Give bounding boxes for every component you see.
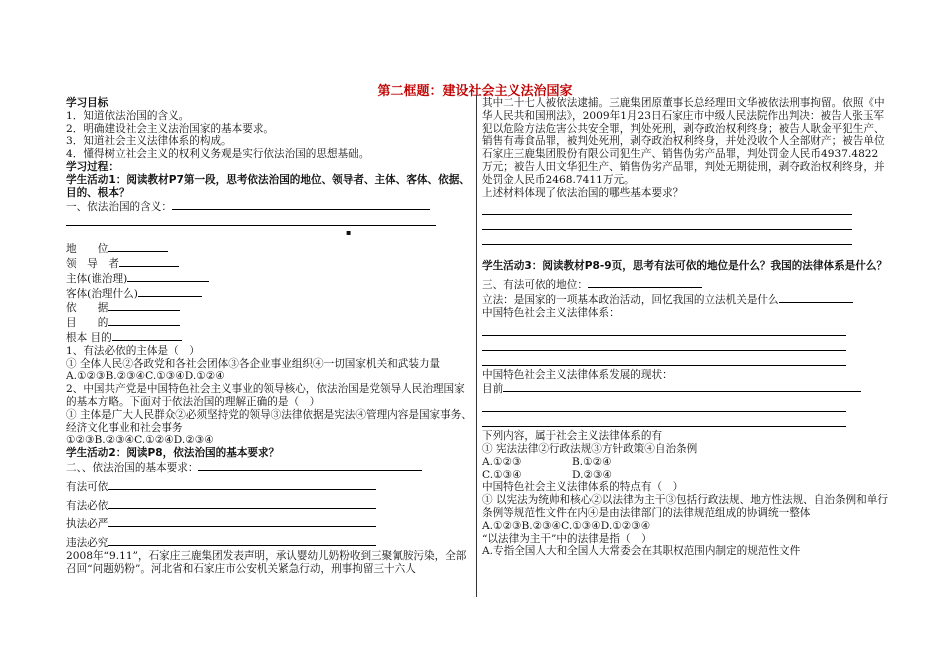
page-title: 第二框题：建设社会主义法治国家 <box>377 84 573 99</box>
goal-item: 3．知道社会主义法律体系的构成。 <box>66 135 232 148</box>
requirement-blank[interactable] <box>108 498 376 509</box>
choice-a: A.①②③ <box>482 455 522 468</box>
dot-mark: ▪ <box>346 228 352 238</box>
field-subject <box>66 271 474 286</box>
field-object <box>66 286 474 301</box>
choice-c: C.①③④ <box>482 468 522 481</box>
goal-item: 2．明确建设社会主义法治国家的基本要求。 <box>66 122 275 135</box>
answer-line[interactable] <box>482 415 846 427</box>
requirement-blank[interactable] <box>108 535 376 546</box>
requirement-blank[interactable] <box>108 479 376 490</box>
status-heading: 中国特色社会主义法律体系发展的现状： <box>482 368 673 381</box>
requirement-label: 有法可依 <box>66 480 109 493</box>
field-label: 客体(治理什么) <box>66 287 138 300</box>
question-3-answers-cd <box>482 469 888 482</box>
field-leader <box>66 256 474 271</box>
field-label: 目 的 <box>66 317 109 330</box>
answer-line[interactable] <box>482 203 852 215</box>
field-fundamental <box>66 330 474 345</box>
meaning-blank-line[interactable] <box>66 214 436 226</box>
question-1: 1、有法必依的主体是（ ） <box>66 344 200 357</box>
requirement-blank[interactable] <box>198 460 422 471</box>
field-blank[interactable] <box>127 271 209 282</box>
status-blank[interactable] <box>588 277 702 288</box>
system-heading: 中国特色社会主义法律体系： <box>482 306 620 319</box>
left-column <box>66 97 474 576</box>
field-label: 地 位 <box>66 243 109 256</box>
question-4: 中国特色社会主义法律体系的特点有（ ） <box>482 481 684 494</box>
case-continued: 其中二十七人被依法逮捕。三鹿集团原董事长总经理田文华被依法刑事拘留。依照《中华人民共和国刑法》，2009年1月23日石家庄市中级人民法院作出判决：被告人张玉军犯以危险方法危害公共安全罪，判处死刑，剥夺政治权利终身；被告人耿金平犯生产、销售有毒食品罪，被判处死刑，剥夺政治权利终身，并处没收个人全部财产；被告单位石家庄三鹿集团股份有限公司犯生产、销售伪劣产品罪，判处罚金人民币4937.4822万元；被告人田文华犯生产、销售伪劣产品罪，判处无期徒刑，剥夺政治权利终身，并处罚金人民币2468.7411万元。 <box>482 97 885 186</box>
requirement-label: 有法必依 <box>66 499 109 512</box>
field-blank[interactable] <box>108 241 168 252</box>
section-2-label: 二、、依法治国的基本要求： <box>66 461 199 474</box>
answer-line[interactable] <box>482 400 846 412</box>
field-label: 根本 目的 <box>66 331 112 344</box>
case-question: 上述材料体现了依法治国的哪些基本要求？ <box>482 186 684 199</box>
requirement-blank[interactable] <box>108 516 376 527</box>
goals-heading: 学习目标 <box>66 97 109 109</box>
section-3-label: 三、有法可依的地位： <box>482 279 588 292</box>
requirement-1 <box>66 479 474 494</box>
legislation-label: 立法：是国家的一项基本政治活动，回忆我国的立法机关是什么 <box>482 293 779 306</box>
right-column <box>482 97 888 558</box>
field-blank[interactable] <box>108 300 180 311</box>
question-2: 2、中国共产党是中国特色社会主义事业的领导核心，依法治国是党领导人民治理国家的基本方略。下面对于依法治国的理解正确的是（ ） <box>66 383 465 408</box>
goal-item: 1．知道依法治国的含义。 <box>66 109 190 122</box>
requirement-3 <box>66 516 474 531</box>
question-1-options: ① 全体人民②各政党和各社会团体③各企业事业组织④一切国家机关和武装力量 <box>66 357 441 370</box>
question-5-option-a: A.专指全国人大和全国人大常委会在其职权范围内制定的规范性文件 <box>482 545 801 558</box>
field-label: 主体(谁治理) <box>66 272 128 285</box>
choice-b: B.①②④ <box>572 455 612 468</box>
current-blank[interactable] <box>503 381 861 392</box>
field-label: 领 导 者 <box>66 257 119 270</box>
requirement-label: 违法必究 <box>66 537 109 550</box>
question-2-answers: ①②③B.②③④C.①②④D.②③④ <box>66 434 214 447</box>
field-basis <box>66 300 474 315</box>
section-3-heading <box>482 277 888 292</box>
section-1-heading <box>66 199 474 214</box>
question-5: “以法律为主干”中的法律是指（ ） <box>482 532 652 545</box>
choice-d: D.②③④ <box>572 468 612 481</box>
current-label: 目前 <box>482 383 504 396</box>
activity-2: 学生活动2：阅读P8，依法治国的基本要求？ <box>66 447 280 460</box>
activity-1: 学生活动1：阅读教材P7第一段，思考依法治国的地位、领导者、主体、客体、依据、目的、根本？ <box>66 173 470 199</box>
activity-3: 学生活动3：阅读教材P8-9页，思考有法可依的地位是什么？我国的法律体系是什么？ <box>482 260 888 273</box>
field-purpose <box>66 315 474 330</box>
answer-line[interactable] <box>482 339 846 351</box>
case-text: 2008年“9.11”，石家庄三鹿集团发表声明，承认婴幼儿奶粉收到三聚氰胺污染，全部召回“问题奶粉”。河北省和石家庄市公安机关紧急行动，刑事拘留三十六人 <box>66 549 467 575</box>
answer-line[interactable] <box>482 324 846 336</box>
answer-line[interactable] <box>482 218 852 230</box>
goal-item: 4．懂得树立社会主义的权利义务观是实行依法治国的思想基础。 <box>66 148 370 161</box>
question-4-options: ① 以宪法为统帅和核心②以法律为主干③包括行政法规、地方性法规、自治条例和单行条例等规范性文件在内④是由法律部门的法律规范组成的协调统一整体 <box>482 494 888 519</box>
current-line <box>482 381 888 396</box>
field-blank[interactable] <box>112 330 182 341</box>
question-3-options: ① 宪法法律②行政法规③方针政策④自治条例 <box>482 442 698 455</box>
field-label: 依 据 <box>66 302 109 315</box>
question-1-answers: A.①②③B.②③④C.①③④D.①②④ <box>66 370 225 383</box>
question-3-answers-ab <box>482 456 888 469</box>
requirement-2 <box>66 498 474 513</box>
section-2-heading <box>66 460 474 475</box>
question-2-options: ① 主体是广大人民群众②必须坚持党的领导③法律依据是宪法④管理内容是国家事务、经济文化事业和社会事务 <box>66 408 472 434</box>
question-3: 下列内容，属于社会主义法律体系的有 <box>482 430 663 443</box>
meaning-blank[interactable] <box>172 199 430 210</box>
column-divider <box>476 95 477 597</box>
field-blank[interactable] <box>108 315 180 326</box>
process-heading: 学习过程： <box>66 160 119 173</box>
answer-line[interactable] <box>482 233 852 245</box>
field-position <box>66 241 474 256</box>
question-4-answers: A.①②③B.②③④C.①③④D.①②③④ <box>482 519 651 532</box>
requirement-label: 执法必严 <box>66 518 109 531</box>
answer-line[interactable] <box>482 354 846 366</box>
field-blank[interactable] <box>119 256 179 267</box>
legislation-line <box>482 292 888 307</box>
legislature-blank[interactable] <box>779 292 853 303</box>
section-1-label: 一、依法治国的含义： <box>66 201 172 214</box>
requirement-4 <box>66 535 474 550</box>
field-blank[interactable] <box>138 286 202 297</box>
